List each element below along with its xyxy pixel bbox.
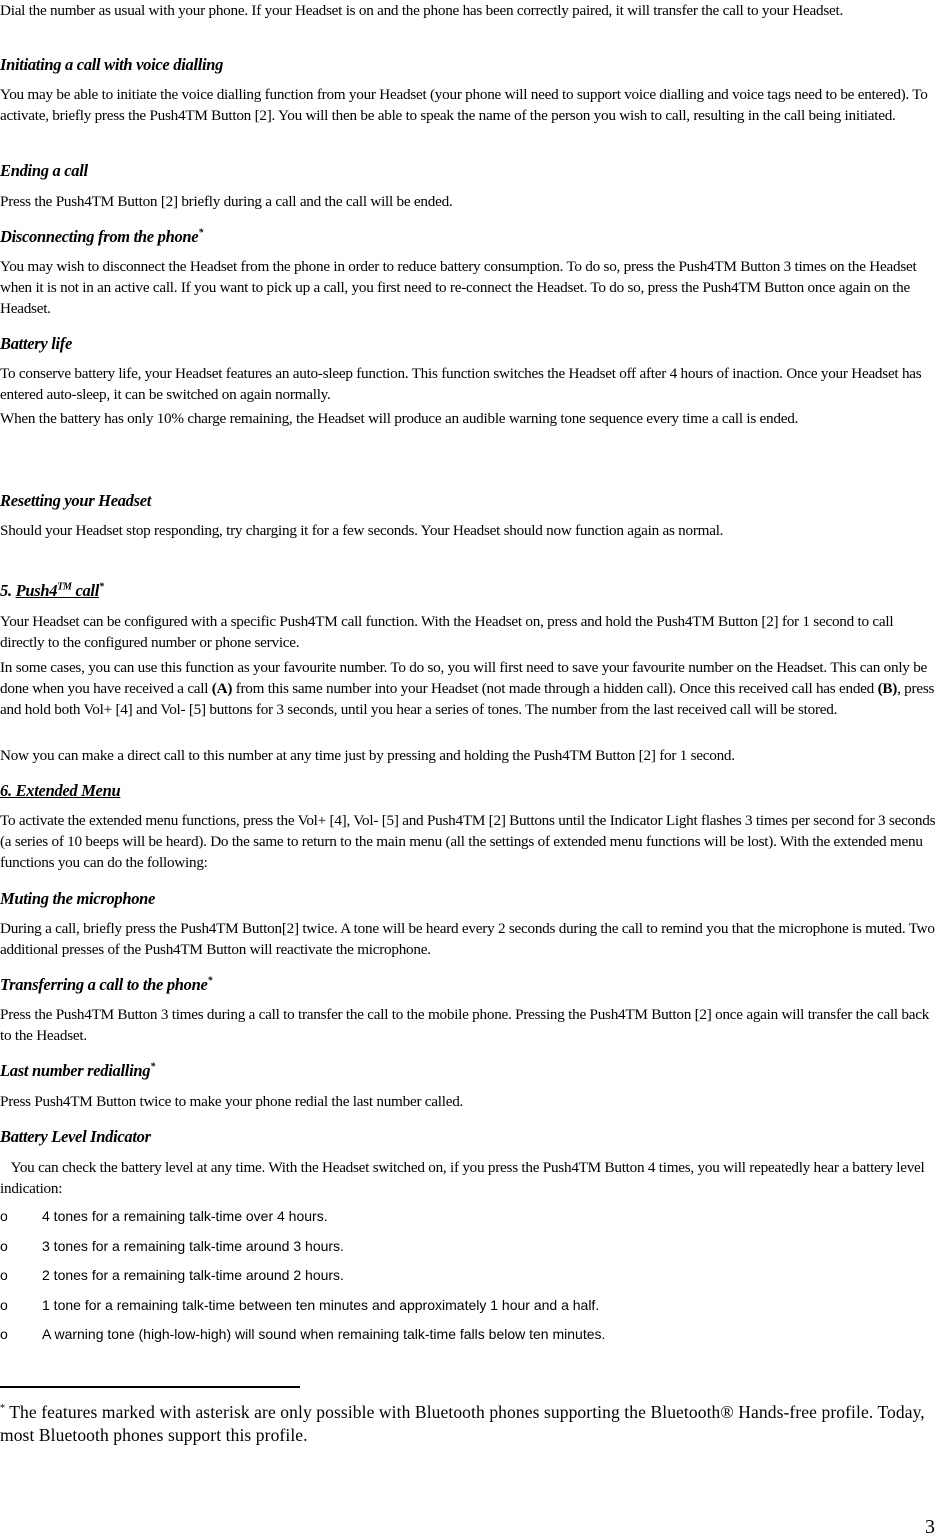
heading-extended-menu: 6. Extended Menu xyxy=(0,781,121,800)
heading-push4-tm: TM xyxy=(57,581,72,593)
footnote-mark: * xyxy=(0,1403,6,1415)
heading-push4-b: call xyxy=(71,581,99,600)
heading-disconnecting xyxy=(0,226,203,248)
resetting-paragraph: Should your Headset stop responding, try charging it for a few seconds. Your Headset should now function again as normal. xyxy=(0,522,724,539)
label-b: (B) xyxy=(877,680,898,697)
heading-battery-life: Battery life xyxy=(0,334,73,353)
footnote xyxy=(0,1401,937,1447)
push4-paragraph-1: Your Headset can be configured with a specific Push4TM call function. With the Headset on, press and hold the Push4TM Button [2] for 1 second to call directly to the configured number or phone service. xyxy=(0,613,894,651)
heading-transferring xyxy=(0,974,212,996)
heading-muting: Muting the microphone xyxy=(0,889,156,908)
list-item xyxy=(0,1291,937,1321)
list-item-text: 3 tones for a remaining talk-time around 3 hours. xyxy=(42,1237,344,1254)
battery-life-paragraph-1: To conserve battery life, your Headset features an auto-sleep function. This function switches the Headset off after 4 hours of inaction. Once your Headset has entered auto-sleep, it can be switched on again normally. xyxy=(0,365,922,403)
heading-redialling xyxy=(0,1060,155,1082)
heading-disconnecting-text: Disconnecting from the phone xyxy=(0,227,199,246)
push4-paragraph-2 xyxy=(0,657,937,720)
asterisk-mark: * xyxy=(207,975,213,987)
bullet-mark: o xyxy=(0,1296,8,1313)
intro-paragraph: Dial the number as usual with your phone. If your Headset is on and the phone has been correctly paired, it will transfer the call to your Headset. xyxy=(0,2,844,19)
list-item-text: A warning tone (high-low-high) will sound when remaining talk-time falls below ten minutes. xyxy=(42,1326,606,1342)
heading-push4-call xyxy=(0,580,104,602)
footnote-separator xyxy=(0,1386,300,1388)
heading-battery-level: Battery Level Indicator xyxy=(0,1127,151,1146)
redialling-paragraph: Press Push4TM Button twice to make your phone redial the last number called. xyxy=(0,1093,464,1110)
heading-transferring-text: Transferring a call to the phone xyxy=(0,975,208,994)
list-item-text: 2 tones for a remaining talk-time around 2 hours. xyxy=(42,1267,344,1283)
bullet-mark: o xyxy=(0,1237,8,1254)
label-a: (A) xyxy=(211,680,233,697)
list-item xyxy=(0,1202,937,1232)
bullet-mark: o xyxy=(0,1326,8,1342)
list-item xyxy=(0,1320,937,1350)
battery-level-list xyxy=(0,1202,937,1350)
push4-paragraph-2-c: from this same number into your Headset (not made through a hidden call). Once this received call has ended xyxy=(232,680,878,697)
heading-redialling-text: Last number redialling xyxy=(0,1061,151,1080)
list-item xyxy=(0,1261,937,1291)
bullet-mark: o xyxy=(0,1208,8,1224)
asterisk-mark: * xyxy=(198,227,204,239)
push4-paragraph-2-d: , press and hold both Vol+ [4] and Vol- [5] buttons for 3 seconds, until you hear a series of tones. The number from the last received call will be stored. xyxy=(0,680,935,718)
ending-call-paragraph: Press the Push4TM Button [2] briefly during a call and the call will be ended. xyxy=(0,193,453,210)
page-number: 3 xyxy=(925,1516,935,1538)
footnote-text: The features marked with asterisk are only possible with Bluetooth phones supporting the Bluetooth® Hands-free profile. Today, most Bluetooth phones support this profile. xyxy=(0,1402,925,1445)
heading-ending-call: Ending a call xyxy=(0,161,88,180)
battery-level-paragraph: You can check the battery level at any time. With the Headset switched on, if you press the Push4TM Button 4 times, you will repeatedly hear a battery level indication: xyxy=(0,1159,929,1197)
battery-life-paragraph-2: When the battery has only 10% charge remaining, the Headset will produce an audible warning tone sequence every time a call is ended. xyxy=(0,410,799,427)
list-item-text: 4 tones for a remaining talk-time over 4 hours. xyxy=(42,1208,328,1224)
muting-paragraph: During a call, briefly press the Push4TM Button[2] twice. A tone will be heard every 2 seconds during the call to remind you that the microphone is muted. Two additional presses of the Push4TM Button will reactivate the microphone. xyxy=(0,920,935,958)
list-item xyxy=(0,1232,937,1262)
transferring-paragraph: Press the Push4TM Button 3 times during a call to transfer the call to the mobile phone. Pressing the Push4TM Button [2] once again will transfer the call back to the Headset. xyxy=(0,1006,930,1044)
push4-paragraph-3: Now you can make a direct call to this number at any time just by pressing and holding the Push4TM Button [2] for 1 second. xyxy=(0,747,735,764)
heading-voice-dialling: Initiating a call with voice dialling xyxy=(0,55,224,74)
bullet-mark: o xyxy=(0,1267,8,1283)
heading-push4-num: 5. xyxy=(0,581,16,600)
heading-resetting: Resetting your Headset xyxy=(0,491,152,510)
list-item-text: 1 tone for a remaining talk-time between ten minutes and approximately 1 hour and a half. xyxy=(42,1296,600,1313)
asterisk-mark: * xyxy=(150,1061,155,1073)
heading-push4-a: Push4 xyxy=(15,581,58,600)
disconnecting-paragraph: You may wish to disconnect the Headset from the phone in order to reduce battery consumption. To do so, press the Push4TM Button 3 times on the Headset when it is not in an active call. If you want to pick up a call, you first need to re-connect the Headset. To do so, press the Push4TM Button once again on the Headset. xyxy=(0,258,917,317)
push4-paragraph-2-a: In some cases, you can use this function as your favourite number. To do so, you will first need to save your favourite number on the Headset. This can only be done when you have received a call xyxy=(0,659,928,697)
voice-dialling-paragraph: You may be able to initiate the voice dialling function from your Headset (your phone will need to support voice dialling and voice tags need to be entered). To activate, briefly press the Push4TM Button [2]. You will then be able to speak the name of the person you wish to call, resulting in the call being initiated. xyxy=(0,86,928,124)
asterisk-mark: * xyxy=(99,581,104,593)
extended-menu-paragraph: To activate the extended menu functions, press the Vol+ [4], Vol- [5] and Push4TM [2] Buttons until the Indicator Light flashes 3 times per second for 3 seconds (a series of 10 beeps will be heard). Do the same to return to the main menu (all the settings of extended menu functions will be lost). With the extended menu functions you can do the following: xyxy=(0,812,936,871)
